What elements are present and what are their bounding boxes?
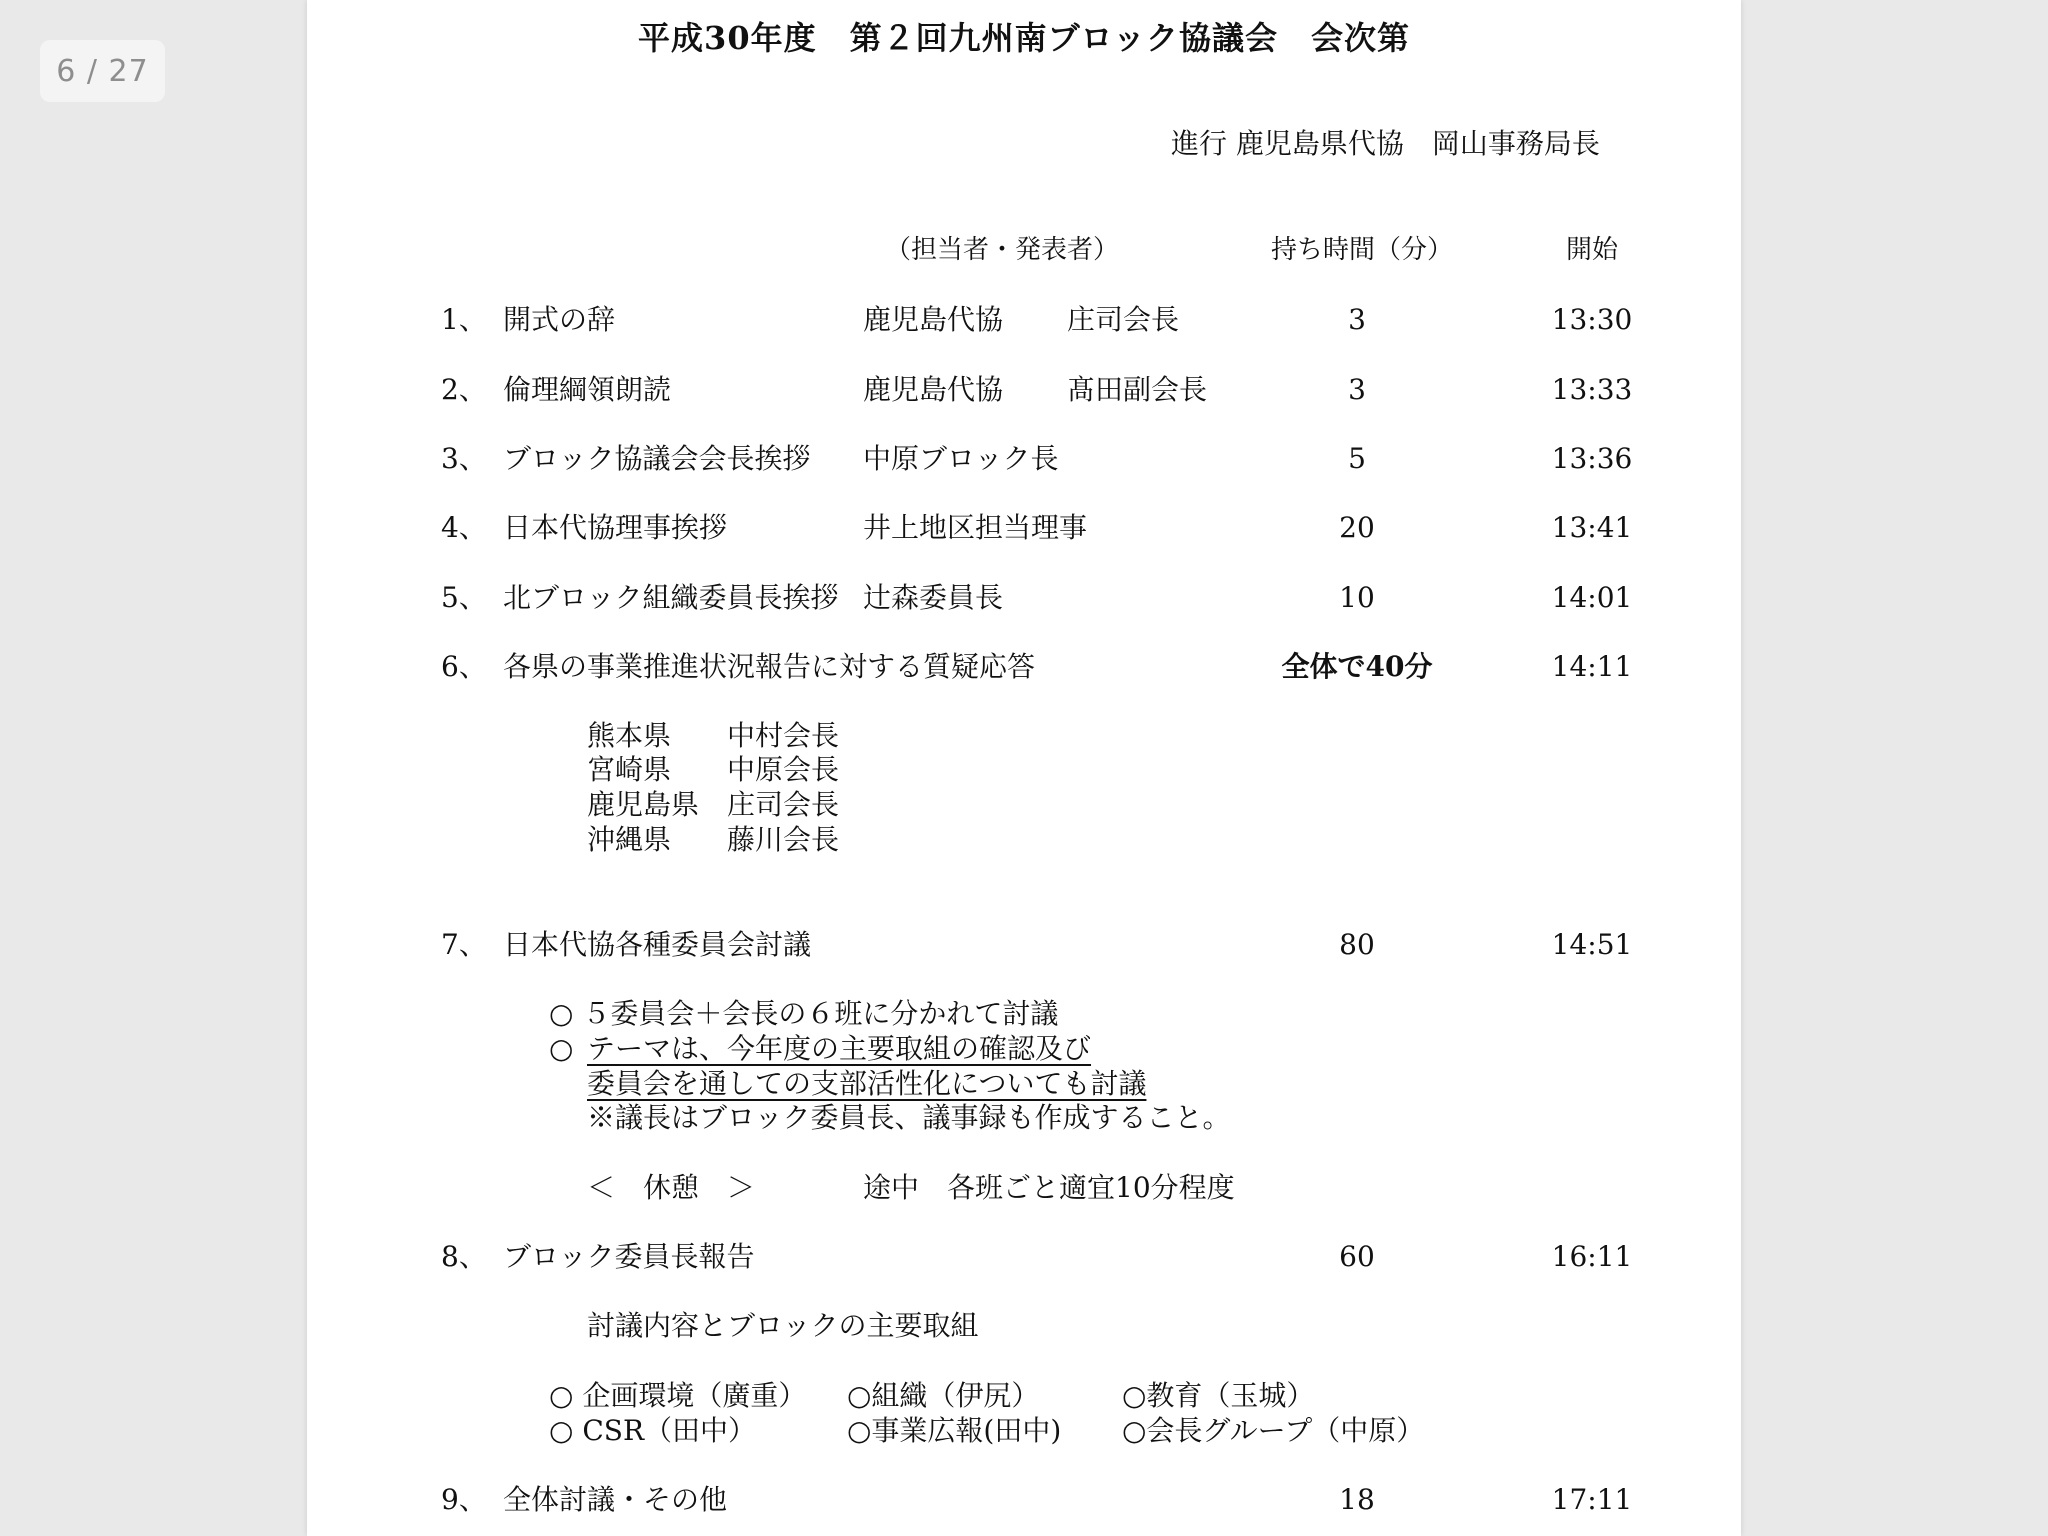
- item-start: 16:11: [1551, 1240, 1633, 1273]
- item-number: 2、: [441, 373, 487, 406]
- item-start: 14:11: [1551, 650, 1633, 683]
- header-person: （担当者・発表者）: [884, 235, 1119, 265]
- prefecture-name: 沖縄県: [587, 823, 672, 856]
- item-person: 中原ブロック長: [863, 442, 1059, 475]
- item-duration: 3: [1348, 373, 1366, 406]
- note-intro: 討議内容とブロックの主要取組: [587, 1309, 979, 1342]
- note-marker: ○: [549, 1032, 574, 1065]
- group-item: ○組織（伊尻）: [847, 1379, 1040, 1412]
- item-title: ブロック協議会会長挨拶: [503, 442, 811, 475]
- item-number: 1、: [441, 303, 487, 336]
- item-title: 北ブロック組織委員長挨拶: [503, 581, 839, 614]
- item-number: 4、: [441, 511, 487, 544]
- prefecture-person: 中原会長: [727, 753, 840, 786]
- item-duration: 5: [1348, 442, 1366, 475]
- document-page: [307, 0, 1741, 1536]
- group-item: ○事業広報(田中): [847, 1414, 1062, 1447]
- item-title: 各県の事業推進状況報告に対する質疑応答: [503, 650, 1036, 683]
- item-start: 14:51: [1551, 928, 1633, 961]
- header-duration: 持ち時間（分）: [1270, 235, 1453, 265]
- item-title: 開式の辞: [503, 303, 616, 336]
- note-line: 委員会を通しての支部活性化についても討議: [587, 1067, 1147, 1100]
- item-number: 9、: [441, 1483, 487, 1516]
- item-title: 全体討議・その他: [503, 1483, 728, 1516]
- item-person: 髙田副会長: [1067, 373, 1208, 406]
- item-duration: 20: [1339, 511, 1375, 544]
- note-line: ○ ５委員会＋会長の６班に分かれて討議: [549, 997, 1059, 1030]
- facilitator-line: 進行 鹿児島県代協 岡山事務局長: [1171, 127, 1600, 160]
- item-title: 倫理綱領朗読: [503, 373, 672, 406]
- prefecture-person: 中村会長: [727, 719, 840, 752]
- item-duration: 60: [1339, 1240, 1375, 1273]
- item-number: 8、: [441, 1240, 487, 1273]
- note-line: ※議長はブロック委員長、議事録も作成すること。: [587, 1101, 1231, 1134]
- item-duration: 80: [1339, 928, 1375, 961]
- item-number: 5、: [441, 581, 487, 614]
- item-duration: 3: [1348, 303, 1366, 336]
- item-title: 日本代協各種委員会討議: [503, 928, 812, 961]
- item-number: 7、: [441, 928, 487, 961]
- item-number: 6、: [441, 650, 487, 683]
- item-start: 17:11: [1551, 1483, 1633, 1516]
- prefecture-person: 藤川会長: [727, 823, 840, 856]
- item-org: 鹿児島代協: [863, 373, 1004, 406]
- group-item: ○教育（玉城）: [1122, 1379, 1315, 1412]
- break-label: ＜ 休憩 ＞: [587, 1171, 756, 1204]
- title-text: 平成30年度 第２回九州南ブロック協議会 会次第: [638, 19, 1410, 57]
- break-note: 途中 各班ごと適宜10分程度: [863, 1171, 1235, 1204]
- page-indicator: 6 / 27: [40, 40, 165, 102]
- item-start: 13:36: [1551, 442, 1633, 475]
- item-number: 3、: [441, 442, 487, 475]
- note-line: テーマは、今年度の主要取組の確認及び: [587, 1032, 1092, 1065]
- item-duration: 18: [1339, 1483, 1375, 1516]
- prefecture-name: 熊本県: [587, 719, 672, 752]
- prefecture-person: 庄司会長: [727, 788, 840, 821]
- group-item: ○ 企画環境（廣重）: [549, 1379, 807, 1412]
- item-start: 13:33: [1551, 373, 1633, 406]
- item-title: ブロック委員長報告: [503, 1240, 755, 1273]
- item-org: 鹿児島代協: [863, 303, 1004, 336]
- item-title: 日本代協理事挨拶: [503, 511, 728, 544]
- group-item: ○ CSR（田中）: [549, 1414, 757, 1447]
- item-duration: 10: [1339, 581, 1375, 614]
- item-start: 13:30: [1551, 303, 1633, 336]
- group-item: ○会長グループ（中原）: [1122, 1414, 1425, 1447]
- prefecture-name: 宮崎県: [587, 753, 672, 786]
- header-start: 開始: [1565, 235, 1618, 265]
- item-duration: 全体で40分: [1281, 650, 1433, 683]
- prefecture-name: 鹿児島県: [587, 788, 700, 821]
- item-person: 井上地区担当理事: [863, 511, 1088, 544]
- item-start: 14:01: [1551, 581, 1633, 614]
- item-person: 辻森委員長: [863, 581, 1004, 614]
- page-title: [307, 20, 1741, 56]
- item-person: 庄司会長: [1067, 303, 1180, 336]
- item-start: 13:41: [1551, 511, 1633, 544]
